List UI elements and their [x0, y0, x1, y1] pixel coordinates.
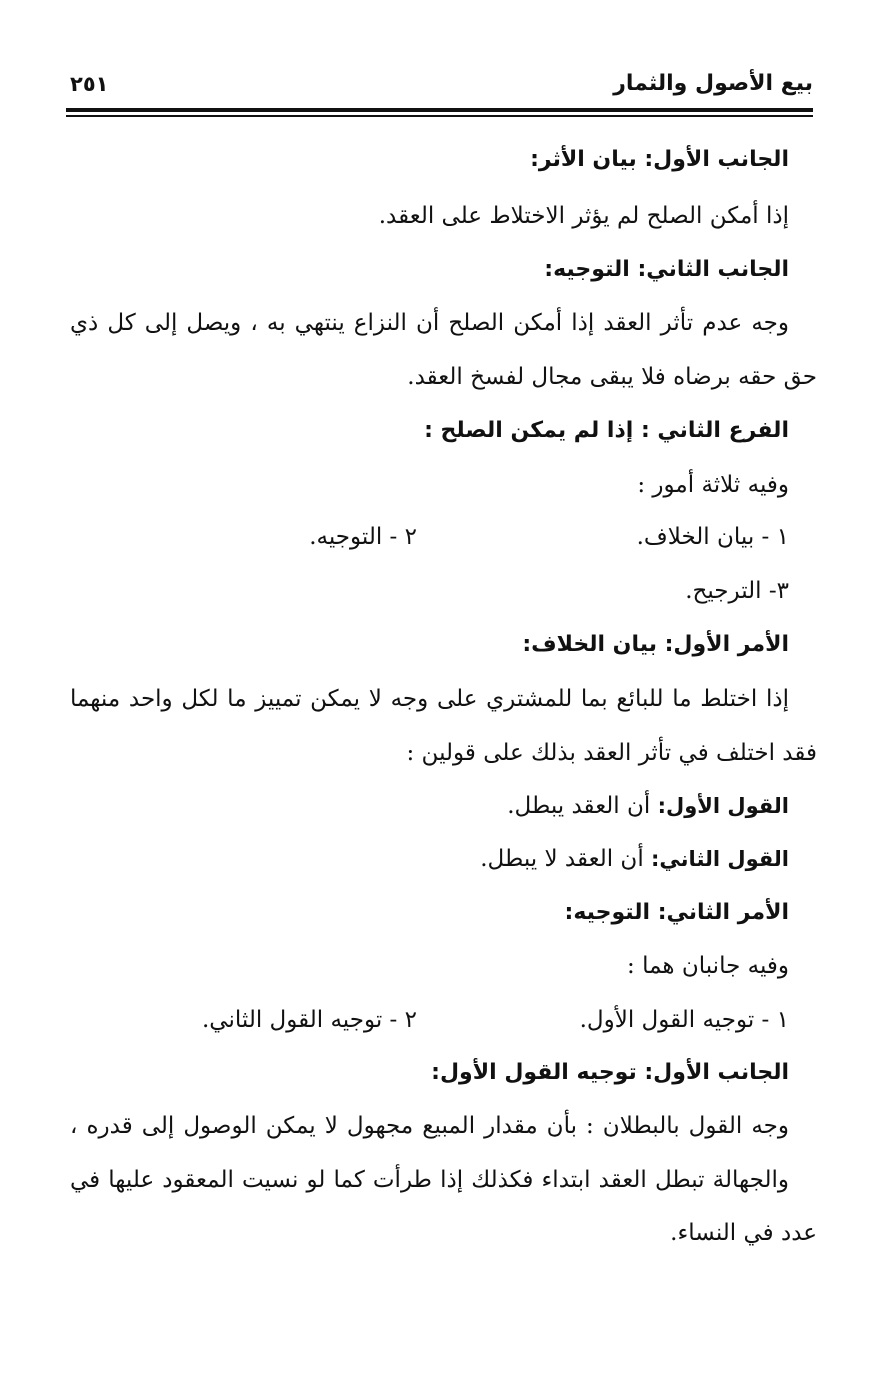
opinion2-text: أن العقد لا يبطل.	[480, 846, 644, 872]
list2-item2: ٢ - توجيه القول الثاني.	[201, 1007, 417, 1033]
opinion1-label: القول الأول:	[657, 794, 789, 818]
heading-matter1: الأمر الأول: بيان الخلاف:	[522, 632, 789, 657]
header-rule-thick	[66, 108, 813, 112]
paragraph-invalid-line1: وجه القول بالبطلان : بأن مقدار المبيع مجهول لا يمكن الوصول إلى قدره ،	[70, 1113, 789, 1139]
page-number: ٢٥١	[70, 72, 109, 96]
paragraph-two-sides: وفيه جانبان هما :	[627, 953, 789, 979]
paragraph-invalid-line3: عدد في النساء.	[670, 1220, 817, 1246]
paragraph-side1-effect: إذا أمكن الصلح لم يؤثر الاختلاط على العقد.	[378, 203, 789, 229]
header-rule-thin	[66, 115, 813, 117]
list1-item1: ١ - بيان الخلاف.	[636, 524, 789, 550]
list2-item1: ١ - توجيه القول الأول.	[579, 1007, 789, 1033]
paragraph-dispute-line2: فقد اختلف في تأثر العقد بذلك على قولين :	[406, 740, 817, 766]
heading-side1-opinion1: الجانب الأول: توجيه القول الأول:	[431, 1060, 789, 1085]
running-header	[66, 62, 813, 102]
opinion2	[480, 843, 789, 875]
heading-matter2: الأمر الثاني: التوجيه:	[564, 900, 789, 925]
heading-side2-guidance: الجانب الثاني: التوجيه:	[544, 257, 789, 282]
list1-item3: ٣- الترجيح.	[685, 578, 789, 604]
opinion2-label: القول الثاني:	[651, 847, 789, 871]
paragraph-three-matters: وفيه ثلاثة أمور :	[637, 472, 789, 498]
opinion1-text: أن العقد يبطل.	[507, 793, 651, 819]
heading-branch2: الفرع الثاني : إذا لم يمكن الصلح :	[424, 418, 789, 443]
paragraph-guidance-line2: حق حقه برضاه فلا يبقى مجال لفسخ العقد.	[407, 364, 817, 390]
running-header-title: بيع الأصول والثمار	[613, 71, 813, 96]
paragraph-dispute-line1: إذا اختلط ما للبائع بما للمشتري على وجه لا يمكن تمييز ما لكل واحد منهما	[70, 686, 789, 712]
paragraph-guidance-line1: وجه عدم تأثر العقد إذا أمكن الصلح أن النزاع ينتهي به ، ويصل إلى كل ذي	[70, 310, 789, 336]
list1-item2: ٢ - التوجيه.	[309, 524, 417, 550]
paragraph-invalid-line2: والجهالة تبطل العقد ابتداء فكذلك إذا طرأت كما لو نسيت المعقود عليها في	[70, 1167, 789, 1193]
heading-side1-effect: الجانب الأول: بيان الأثر:	[530, 147, 789, 172]
opinion1	[507, 790, 789, 822]
